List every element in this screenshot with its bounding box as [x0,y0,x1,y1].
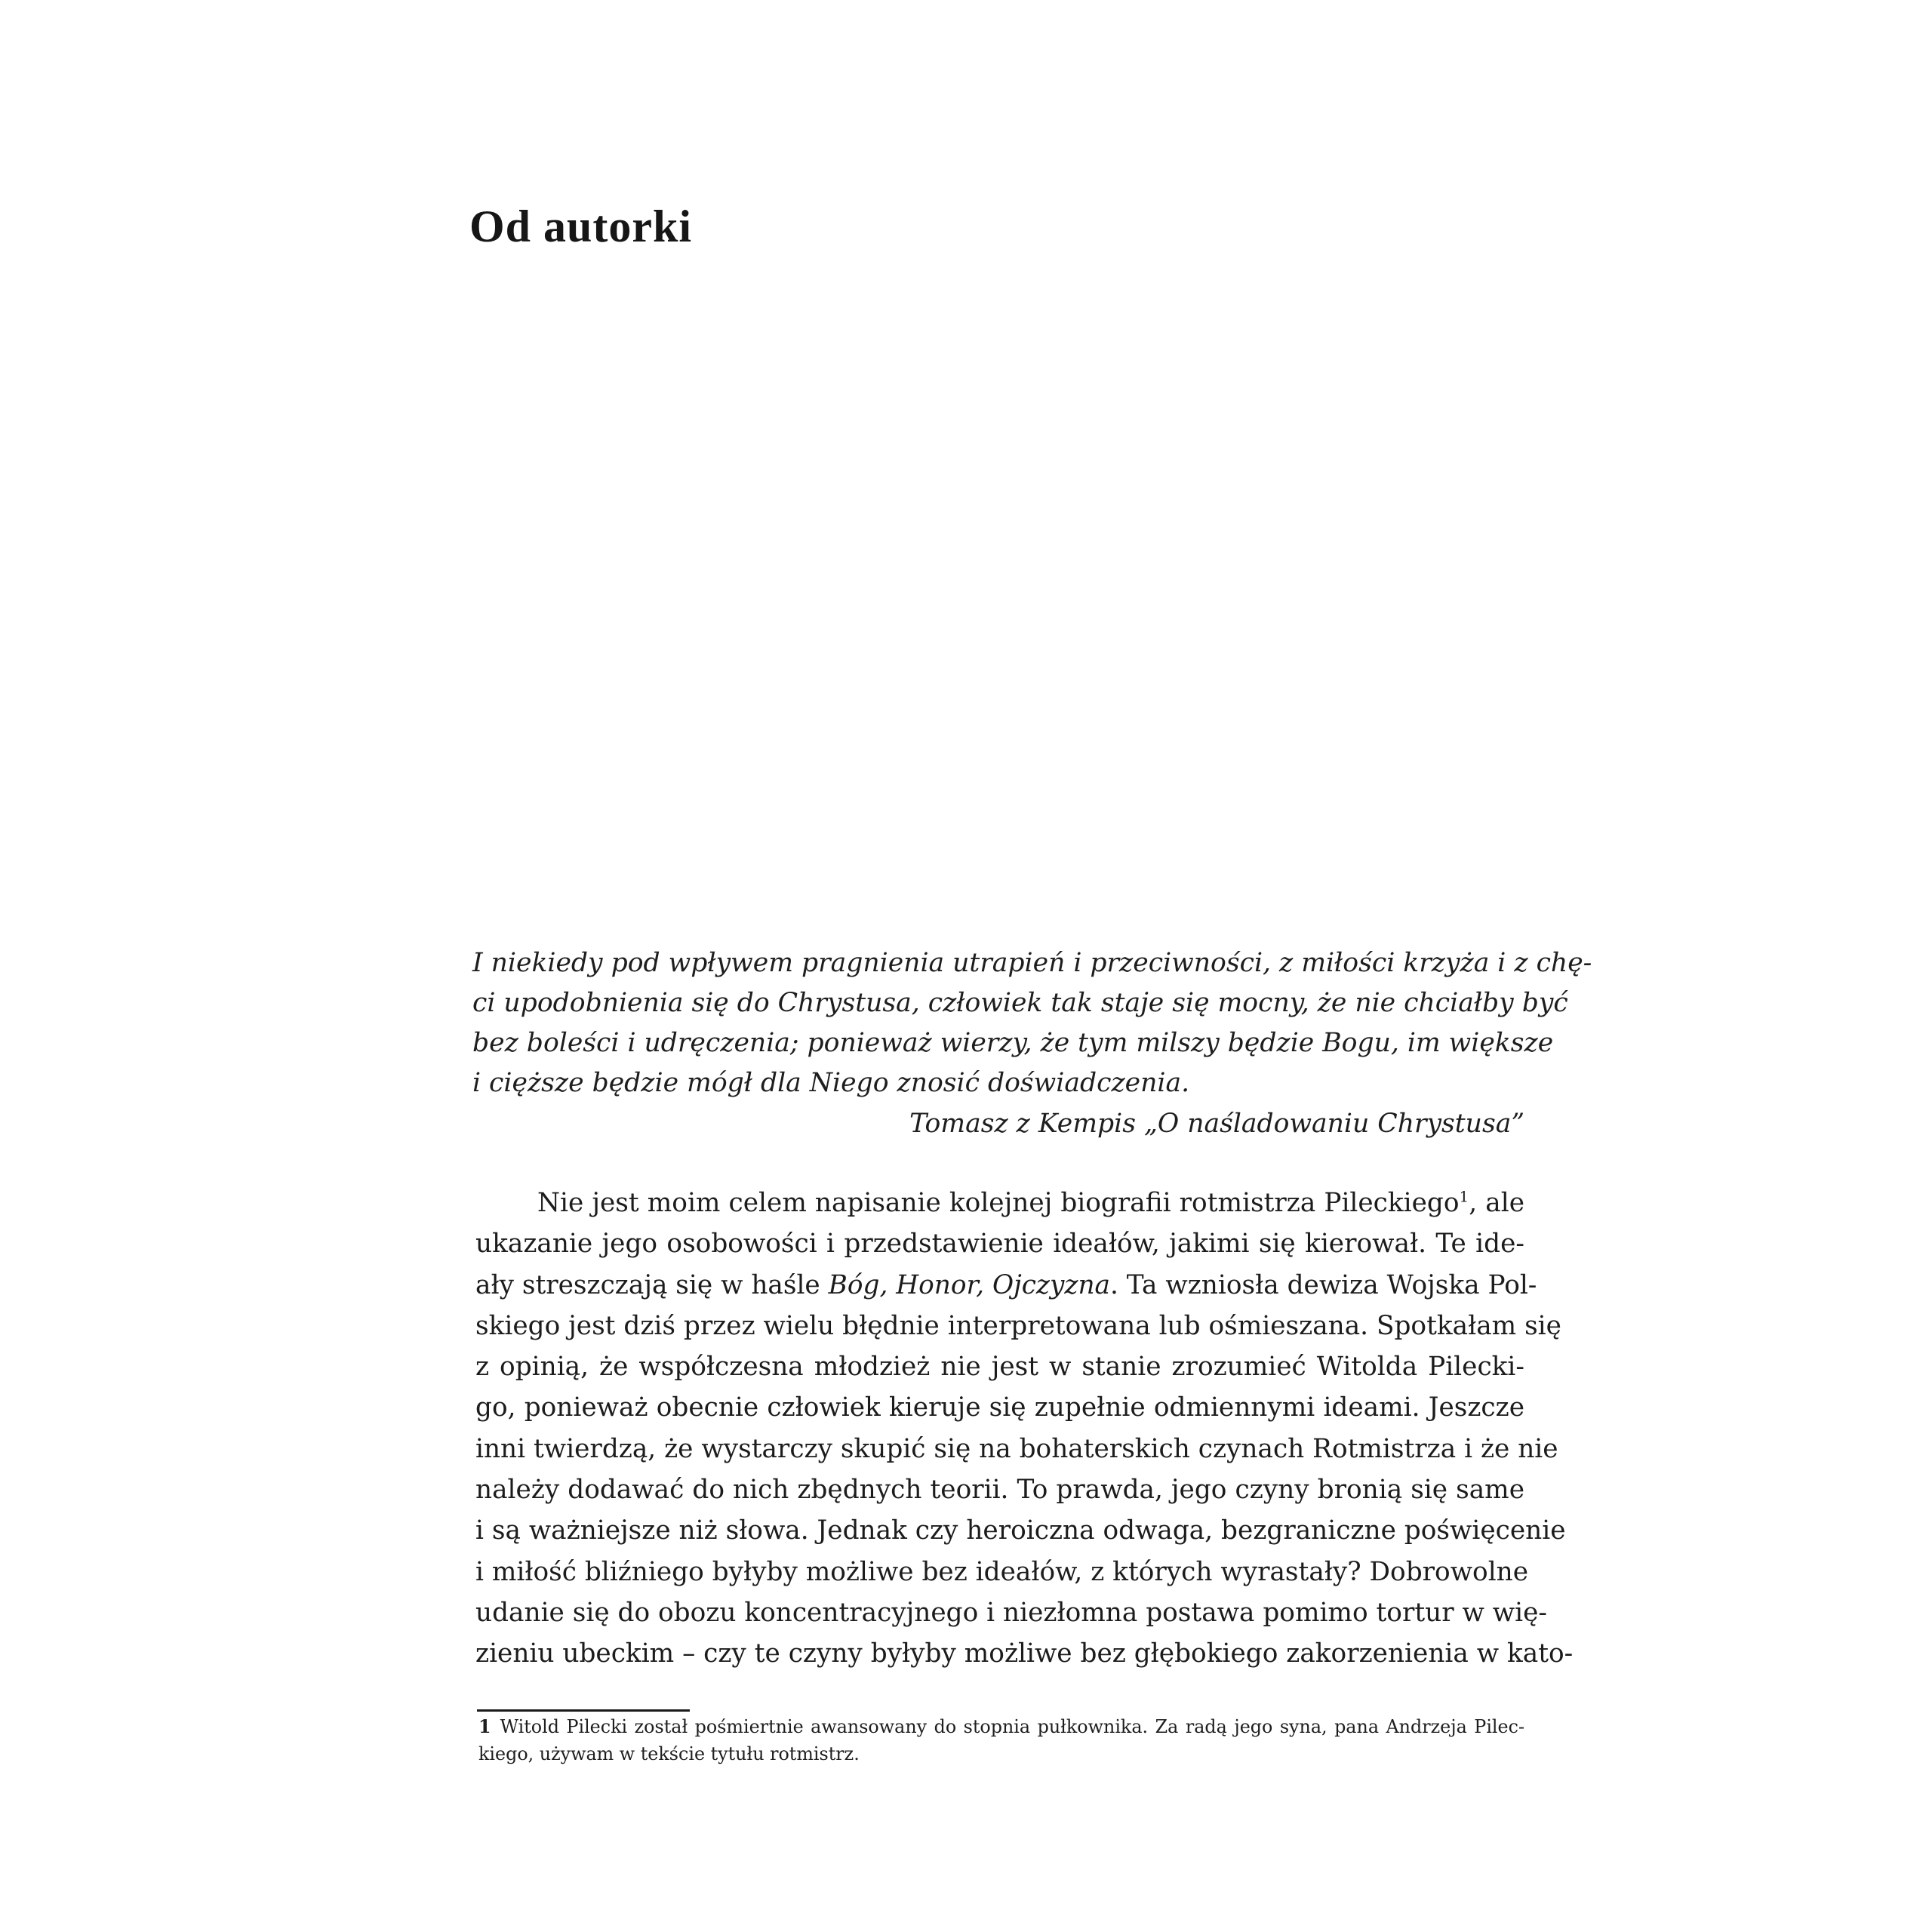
motto-quote [472,943,1592,1103]
chapter-title: Od autorki [469,202,693,251]
footnote-text: Witold Pilecki został pośmiertnie awansowany do stopnia pułkownika. Za radą jego syna, pana Andrzeja Pilec- [500,1716,1524,1737]
body-line: skiego jest dziś przez wielu błędnie interpretowana lub ośmieszana. Spotkałam się [475,1310,1561,1341]
motto-block [472,943,1592,1144]
footnote-line [478,1713,1524,1740]
body-line: ukazanie jego osobowości i przedstawienie ideałów, jakimi się kierował. Te ide- [475,1229,1524,1260]
body-line [475,1183,1524,1223]
body-paragraph [475,1183,1574,1675]
body-line: zieniu ubeckim – czy te czyny byłyby możliwe bez głębokiego zakorzenienia w kato- [475,1638,1574,1669]
body-text-run: , ale [1469,1188,1524,1218]
footnote [478,1713,1524,1767]
body-line: inni twierdzą, że wystarczy skupić się na bohaterskich czynach Rotmistrza i że nie [475,1433,1558,1464]
body-text-run: ały streszczają się w haśle [475,1269,829,1300]
body-line: go, ponieważ obecnie człowiek kieruje się zupełnie odmiennymi ideami. Jeszcze [475,1392,1524,1423]
motto-attribution: Tomasz z Kempis „O naśladowaniu Chrystusa” [909,1109,1524,1139]
footnote-line: kiego, używam w tekście tytułu rotmistrz. [478,1743,860,1764]
motto-line: I niekiedy pod wpływem pragnienia utrapień i przeciwności, z miłości krzyża i z chę- [472,948,1592,978]
body-text-run: . Ta wzniosła dewiza Wojska Pol- [1110,1269,1537,1300]
motto-line: bez boleści i udręczenia; ponieważ wierzy, że tym milszy będzie Bogu, im większe [472,1028,1554,1058]
footnote-reference: 1 [1459,1187,1469,1206]
body-line: należy dodawać do nich zbędnych teorii. To prawda, jego czyny bronią się same [475,1475,1524,1506]
body-text-run: Nie jest moim celem napisanie kolejnej biografii rotmistrza Pileckiego [537,1188,1460,1218]
body-line: i są ważniejsze niż słowa. Jednak czy heroiczna odwaga, bezgraniczne poświęcenie [475,1515,1566,1546]
footnote-number: 1 [478,1716,491,1737]
motto-line: ci upodobnienia się do Chrystusa, człowiek tak staje się mocny, że nie chciałby być [472,988,1568,1018]
body-line: udanie się do obozu koncentracyjnego i niezłomna postawa pomimo tortur w wię- [475,1597,1547,1628]
body-line: z opinią, że współczesna młodzież nie jest w stanie zrozumieć Witolda Pilecki- [475,1352,1524,1383]
motto-emphasis: Bóg, Honor, Ojczyzna [828,1269,1110,1300]
footnote-separator [477,1709,690,1712]
body-line: i miłość bliźniego byłyby możliwe bez ideałów, z których wyrastały? Dobrowolne [475,1556,1529,1587]
body-line [475,1265,1537,1306]
motto-line: i cięższe będzie mógł dla Niego znosić doświadczenia. [472,1068,1190,1098]
